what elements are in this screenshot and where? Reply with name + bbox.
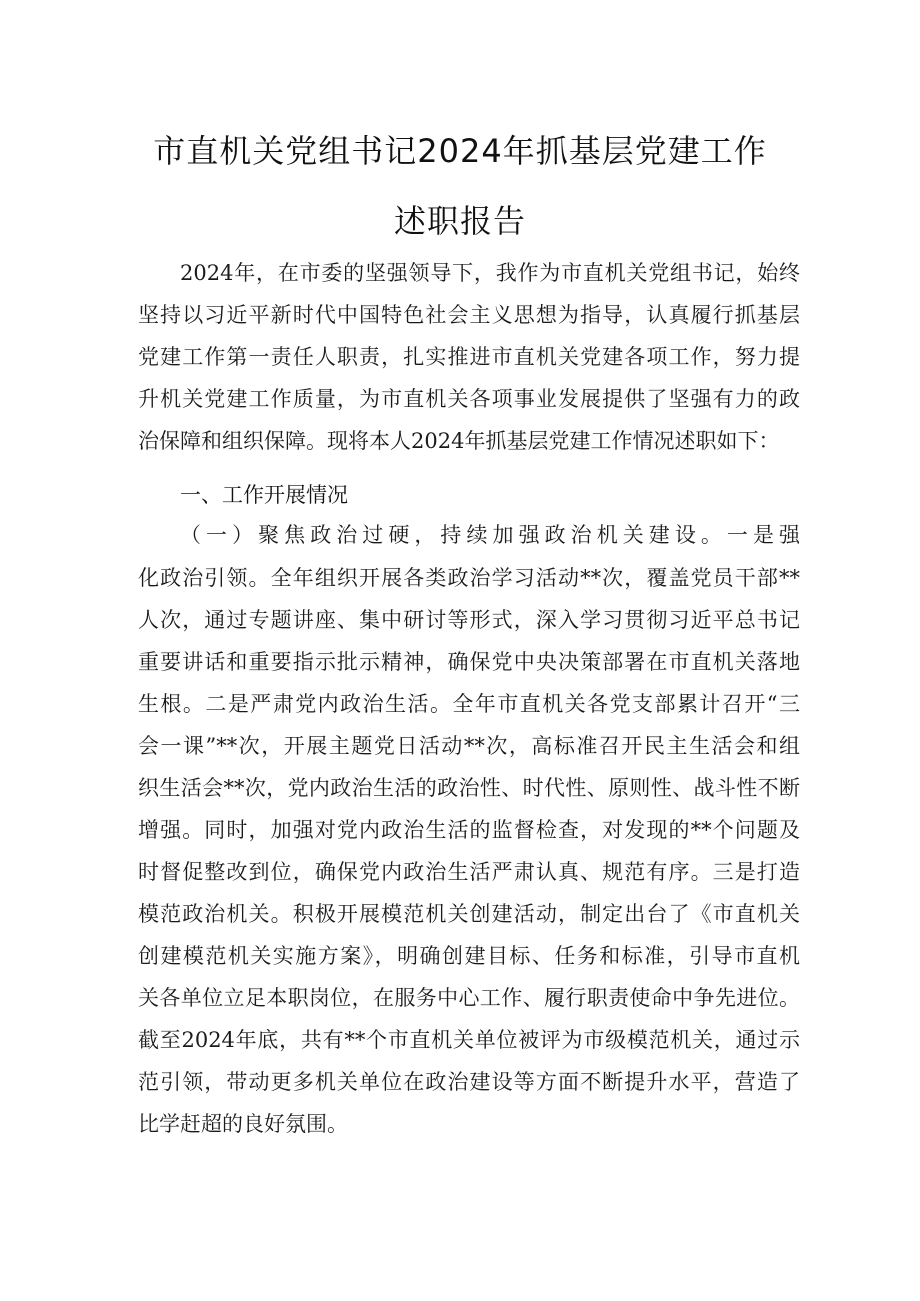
body-line: 增强。同时，加强对党内政治生活的监督检查，对发现的**个问题及 [138,818,800,842]
body-line: 关各单位立足本职岗位，在服务中心工作、履行职责使命中争先进位。 [138,986,800,1010]
document-title-line-1: 市直机关党组书记2024年抓基层党建工作 [153,132,767,170]
intro-line: 坚持以习近平新时代中国特色社会主义思想为指导，认真履行抓基层 [138,303,800,327]
body-line: 创建模范机关实施方案》，明确创建目标、任务和标准，引导市直机 [138,944,800,968]
section-heading: 一、工作开展情况 [180,483,348,507]
body-line: 人次，通过专题讲座、集中研讨等形式，深入学习贯彻习近平总书记 [138,608,800,632]
body-line: 织生活会**次，党内政治生活的政治性、时代性、原则性、战斗性不断 [138,776,800,800]
body-line: 重要讲话和重要指示批示精神，确保党中央决策部署在市直机关落地 [138,650,800,674]
body-line: 模范政治机关。积极开展模范机关创建活动，制定出台了《市直机关 [138,902,800,926]
body-line: 时督促整改到位，确保党内政治生活严肃认真、规范有序。三是打造 [138,860,800,884]
body-line: 截至2024年底，共有**个市直机关单位被评为市级模范机关，通过示 [138,1028,800,1052]
body-line: 范引领，带动更多机关单位在政治建设等方面不断提升水平，营造了 [138,1070,800,1094]
intro-line: 党建工作第一责任人职责，扎实推进市直机关党建各项工作，努力提 [138,345,800,369]
document-title-line-2: 述职报告 [393,202,526,240]
body-line: 生根。二是严肃党内政治生活。全年市直机关各党支部累计召开“三 [138,692,800,716]
body-line: 比学赶超的良好氛围。 [138,1112,348,1136]
intro-line: 2024年，在市委的坚强领导下，我作为市直机关党组书记，始终 [180,261,800,285]
intro-line: 升机关党建工作质量，为市直机关各项事业发展提供了坚强有力的政 [138,387,800,411]
body-line: 会一课”**次，开展主题党日活动**次，高标准召开民主生活会和组 [138,734,800,758]
body-line: 化政治引领。全年组织开展各类政治学习活动**次，覆盖党员干部** [138,566,800,590]
body-line: （一）聚焦政治过硬，持续加强政治机关建设。一是强 [180,523,800,547]
intro-line: 治保障和组织保障。现将本人2024年抓基层党建工作情况述职如下： [138,429,780,453]
